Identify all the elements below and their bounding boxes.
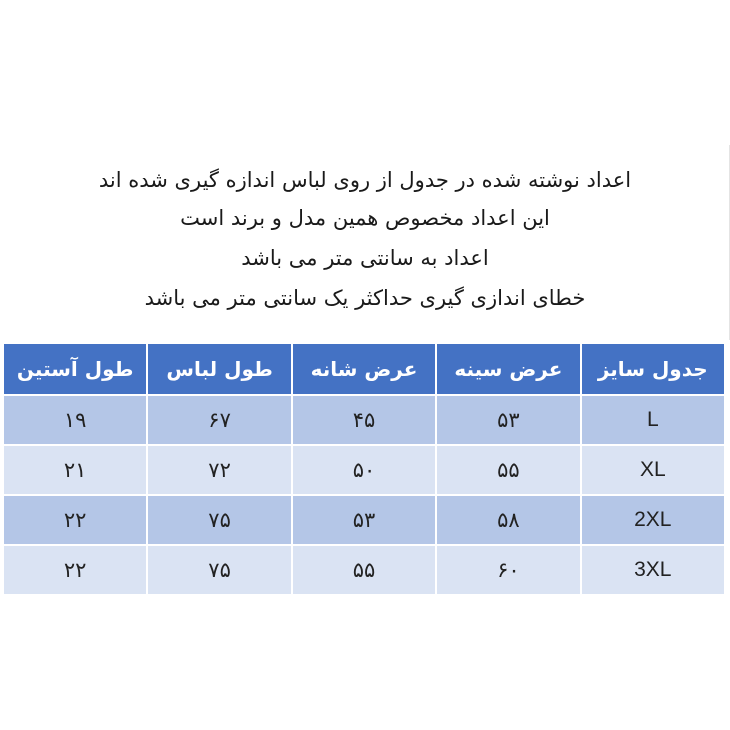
cell-size: 3XL bbox=[581, 545, 725, 595]
note-line: خطای اندازی گیری حداکثر یک سانتی متر می باشد bbox=[144, 286, 586, 310]
cell-chest: ۵۳ bbox=[436, 395, 580, 445]
table-row bbox=[3, 545, 725, 595]
header-size: جدول سایز bbox=[581, 343, 725, 395]
cell-sleeve: ۲۱ bbox=[3, 445, 147, 495]
table-row bbox=[3, 395, 725, 445]
note-line: این اعداد مخصوص همین مدل و برند است bbox=[180, 206, 550, 230]
note-line: اعداد به سانتی متر می باشد bbox=[241, 246, 489, 270]
cell-sleeve: ۲۲ bbox=[3, 495, 147, 545]
cell-shoulder: ۵۰ bbox=[292, 445, 436, 495]
cell-chest: ۵۸ bbox=[436, 495, 580, 545]
header-sleeve-length: طول آستین bbox=[3, 343, 147, 395]
cell-length: ۷۵ bbox=[147, 495, 291, 545]
cell-sleeve: ۲۲ bbox=[3, 545, 147, 595]
table-row bbox=[3, 495, 725, 545]
table-header-row bbox=[3, 343, 725, 395]
cell-shoulder: ۴۵ bbox=[292, 395, 436, 445]
cell-length: ۷۲ bbox=[147, 445, 291, 495]
cell-shoulder: ۵۳ bbox=[292, 495, 436, 545]
cell-size: L bbox=[581, 395, 725, 445]
measurement-notes bbox=[0, 145, 730, 340]
header-garment-length: طول لباس bbox=[147, 343, 291, 395]
cell-size: XL bbox=[581, 445, 725, 495]
note-line: اعداد نوشته شده در جدول از روی لباس اندازه گیری شده اند bbox=[98, 168, 632, 192]
size-table bbox=[2, 342, 726, 596]
cell-length: ۶۷ bbox=[147, 395, 291, 445]
cell-chest: ۵۵ bbox=[436, 445, 580, 495]
cell-shoulder: ۵۵ bbox=[292, 545, 436, 595]
header-chest-width: عرض سینه bbox=[436, 343, 580, 395]
cell-length: ۷۵ bbox=[147, 545, 291, 595]
cell-chest: ۶۰ bbox=[436, 545, 580, 595]
header-shoulder-width: عرض شانه bbox=[292, 343, 436, 395]
table-row bbox=[3, 445, 725, 495]
cell-sleeve: ۱۹ bbox=[3, 395, 147, 445]
cell-size: 2XL bbox=[581, 495, 725, 545]
